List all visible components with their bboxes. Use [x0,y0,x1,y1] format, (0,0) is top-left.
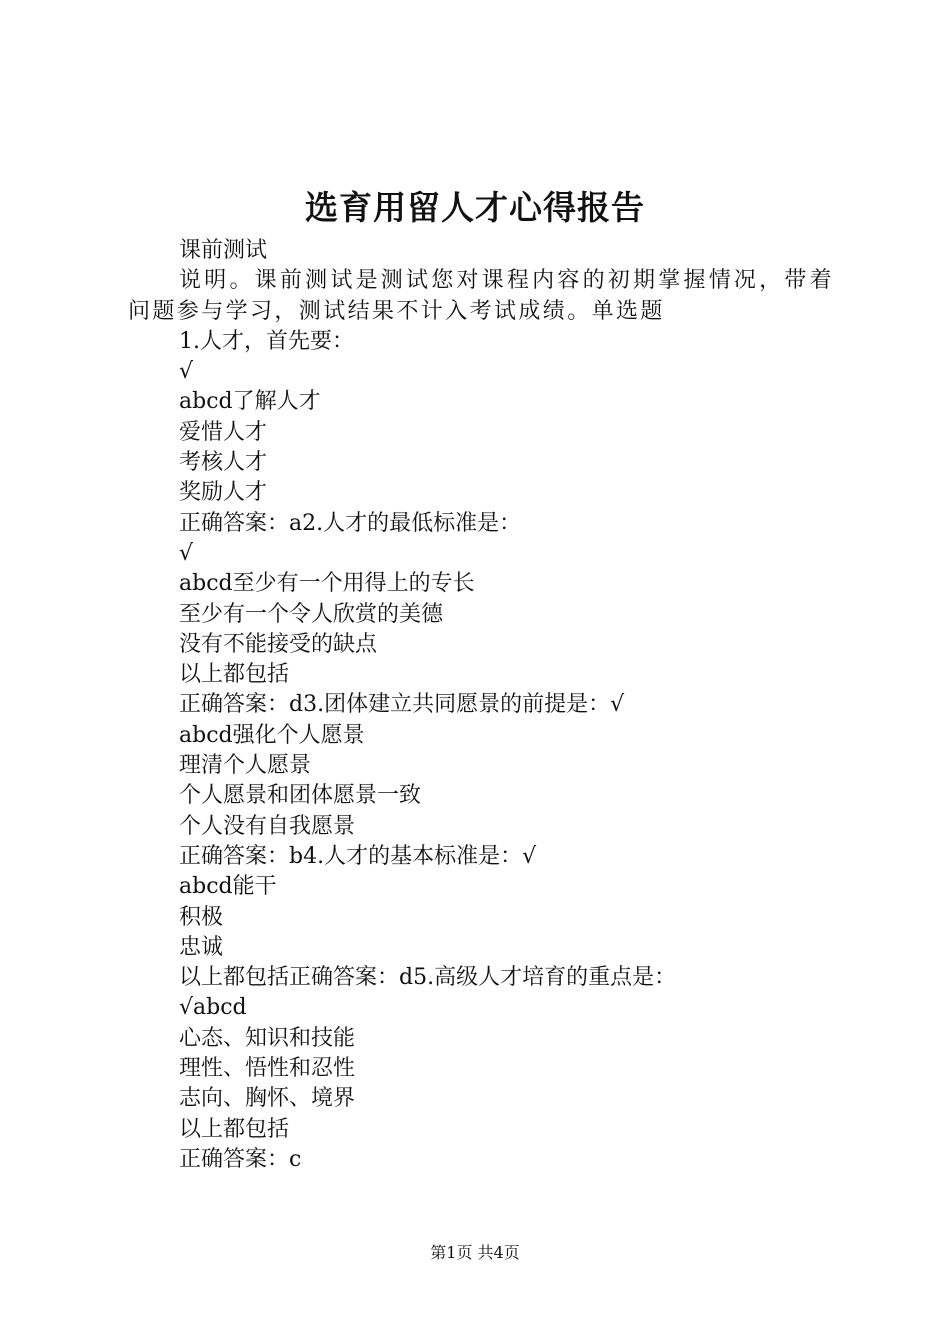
document-body [128,236,834,1175]
section-heading: 课前测试 [179,238,268,263]
text-line: 积极 [179,904,224,930]
text-line: 志向、胸怀、境界 [179,1086,356,1112]
page-footer: 第1页 共4页 [430,1243,520,1262]
text-line: 个人没有自我愿景 [179,813,356,839]
text-line: 以上都包括正确答案：d5.高级人才培育的重点是： [179,965,677,991]
text-line: 没有不能接受的缺点 [179,631,378,657]
text-line: 忠诚 [179,934,224,960]
text-line: 正确答案：a2.人才的最低标准是： [179,510,522,536]
text-line: 正确答案：d3.团体建立共同愿景的前提是：√ [179,692,625,718]
text-line: 心态、知识和技能 [179,1025,356,1051]
text-line: 奖励人才 [179,480,268,506]
text-line: 考核人才 [179,450,268,476]
document-title: 选育用留人才心得报告 [305,188,645,227]
text-line: 爱惜人才 [179,419,268,445]
text-line: √ [179,540,194,566]
text-line: 1.人才，首先要： [179,328,354,354]
text-line: abcd至少有一个用得上的专长 [179,571,475,597]
text-line: √abcd [179,995,247,1021]
text-line: √ [179,359,194,385]
intro-paragraph: 说明。课前测试是测试您对课程内容的初期掌握情况，带着问题参与学习，测试结果不计入考试成绩。单选题 [128,268,834,324]
text-line: abcd强化个人愿景 [179,722,365,748]
text-line: 以上都包括 [179,1116,290,1142]
text-line: 个人愿景和团体愿景一致 [179,783,422,809]
text-line: abcd了解人才 [179,389,321,415]
text-line: 正确答案：b4.人才的基本标准是：√ [179,843,537,869]
text-line: abcd能干 [179,874,277,900]
text-line: 正确答案：c [179,1146,302,1172]
text-line: 理性、悟性和忍性 [179,1056,356,1082]
text-line: 理清个人愿景 [179,753,312,779]
text-line: 至少有一个令人欣赏的美德 [179,601,444,627]
text-line: 以上都包括 [179,662,290,688]
